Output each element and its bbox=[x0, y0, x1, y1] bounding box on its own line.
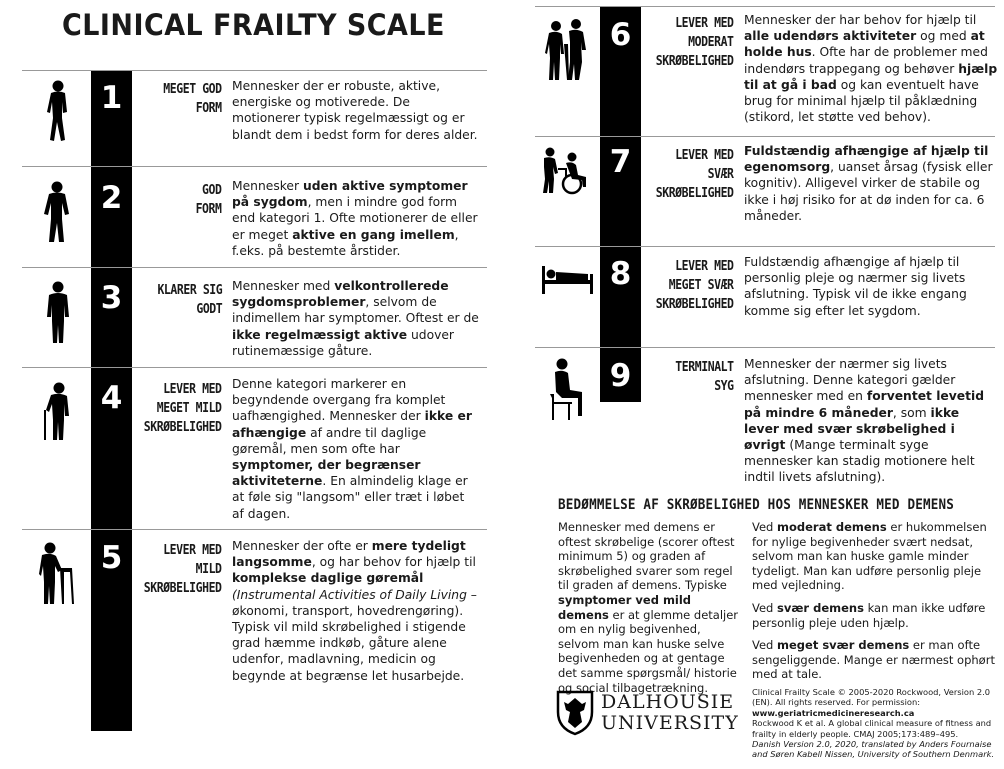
bold-text: meget svær demens bbox=[777, 638, 910, 653]
divider bbox=[22, 166, 487, 167]
footer-line: Rockwood K et al. A global clinical measure of fitness and bbox=[752, 718, 992, 729]
divider bbox=[535, 6, 995, 7]
text: og med bbox=[916, 29, 971, 44]
seated-person-icon bbox=[548, 358, 588, 422]
footer-line: Danish Version 2.0, 2020, translated by Anders Fournaise bbox=[752, 739, 992, 750]
level-number: 8 bbox=[609, 256, 632, 292]
bold-text: mere tydeligt langsomme bbox=[232, 539, 466, 570]
level-label: KLARER SIG GODT bbox=[157, 282, 222, 317]
bold-text: at holde hus bbox=[744, 29, 985, 60]
level-description bbox=[232, 538, 482, 684]
bold-text: aktive en gang imellem bbox=[292, 227, 455, 242]
level-number: 6 bbox=[609, 17, 632, 53]
text: Mennesker bbox=[232, 179, 303, 193]
text: , og har behov for hjælp til bbox=[311, 555, 476, 570]
text: . Ofte har de problemer med indendørs trappegang og behøver bbox=[744, 45, 988, 76]
walking-person-icon bbox=[42, 181, 72, 245]
text: af andre til daglige gøremål, men som ofte har bbox=[232, 425, 427, 456]
level-bar-right bbox=[600, 6, 641, 402]
page-title: CLINICAL FRAILTY SCALE bbox=[62, 8, 445, 42]
level-label: LEVER MED MILD SKRØBELIGHED bbox=[144, 542, 222, 596]
bold-text: ikke regelmæssigt aktive bbox=[232, 327, 408, 342]
footer-line: (EN). All rights reserved. For permission: bbox=[752, 697, 921, 708]
level-label: GOD FORM bbox=[196, 182, 222, 217]
bold-text: alle udendørs aktiviteter bbox=[744, 29, 917, 44]
level-label: TERMINALT SYG bbox=[675, 359, 734, 394]
italic-text: (Instrumental Activities of Daily Living bbox=[232, 587, 467, 602]
bold-text: ikke lever med svær skrøbelighed i øvrigt bbox=[744, 405, 960, 453]
text: , f.eks. på bestemte årstider. bbox=[232, 227, 459, 258]
bold-text: forventet levetid på mindre 6 måneder bbox=[744, 389, 985, 420]
footer-line: and Søren Kabell Nissen, University of Southern Denmark. bbox=[752, 749, 995, 760]
text: (Mange terminalt syge mennesker kan stadig motionere helt indtil livets afslutning). bbox=[744, 438, 975, 485]
level-number: 5 bbox=[100, 540, 123, 576]
bold-text: velkontrollerede sygdomsproblemer bbox=[232, 279, 449, 310]
text: Mennesker der ofte er bbox=[232, 539, 372, 553]
bold-text: komplekse daglige gøremål bbox=[232, 571, 424, 586]
dementia-paragraph bbox=[752, 601, 996, 630]
text: Mennesker der har behov for hjælp til bbox=[744, 13, 977, 27]
bold-text: symptomer, der begrænser aktiviteterne bbox=[232, 458, 421, 489]
text: udover rutinemæssige gåture. bbox=[232, 327, 454, 358]
text: – økonomi, transport, hovedrengøring). Typisk vil mild skrøbelighed i stigende grad hæmme indkøb, gåture alene udenfor, madlavning, medicin og begynde at begrænse let husarbejde. bbox=[232, 587, 477, 683]
text: . En almindelig klage er at føle sig "langsom" eller træt i løbet af dagen. bbox=[232, 474, 468, 521]
bold-text: svær demens bbox=[777, 600, 864, 615]
dementia-right-column bbox=[752, 520, 996, 690]
text: Ved bbox=[752, 520, 778, 534]
divider bbox=[22, 70, 487, 71]
divider bbox=[535, 246, 995, 247]
text: Mennesker der nærmer sig livets afslutning. Denne kategori gælder mennesker med en bbox=[744, 357, 956, 404]
bold-text: uden aktive symptomer på sygdom bbox=[232, 179, 468, 210]
level-number: 9 bbox=[609, 358, 632, 394]
level-label: LEVER MED MEGET SVÆR SKRØBELIGHED bbox=[656, 258, 734, 312]
level-description bbox=[744, 12, 998, 125]
level-label: LEVER MED MEGET MILD SKRØBELIGHED bbox=[144, 381, 222, 435]
level-description bbox=[232, 376, 480, 522]
text: og kan eventuelt have brug for minimal hjælp til påklædning (stikord, let støtte ved behov). bbox=[744, 77, 979, 125]
level-number: 1 bbox=[100, 80, 123, 116]
divider bbox=[22, 529, 487, 530]
footer-link[interactable]: www.geriatricmedicineresearch.ca bbox=[752, 707, 915, 718]
bold-text: ikke er afhængige bbox=[232, 409, 472, 440]
walking-person-icon bbox=[44, 80, 72, 144]
standing-person-icon bbox=[43, 281, 73, 345]
text: Mennesker med bbox=[232, 279, 335, 293]
wheelchair-icon bbox=[540, 147, 596, 195]
level-description bbox=[744, 143, 998, 224]
level-number: 3 bbox=[100, 280, 123, 316]
level-description bbox=[232, 278, 480, 359]
footer-line: frailty in elderly people. CMAJ 2005;173:489–495. bbox=[752, 728, 959, 739]
level-number: 7 bbox=[609, 144, 632, 180]
text: Ved bbox=[752, 600, 778, 615]
level-label: LEVER MED MODERAT SKRØBELIGHED bbox=[656, 15, 734, 69]
level-description bbox=[744, 254, 998, 319]
level-description bbox=[232, 178, 480, 259]
text: er man ofte sengeliggende. Mange er nærmest ophørt med at tale. bbox=[752, 638, 995, 682]
text: , uanset årsag (fysisk eller kognitiv). Alligevel virker de stabile og ikke i høj risiko for at dø inden for ca. 6 måneder. bbox=[744, 160, 993, 223]
dementia-left-column bbox=[558, 520, 744, 703]
person-with-cane-icon bbox=[40, 382, 74, 442]
divider bbox=[22, 267, 487, 268]
text: , men i mindre god form end kategori 1. Ofte motionerer de eller er meget bbox=[232, 195, 478, 242]
bold-text: moderat demens bbox=[777, 520, 887, 534]
text: , selvom de indimellem har symptomer. Oftest er de bbox=[232, 295, 479, 326]
assisted-walking-icon bbox=[544, 18, 590, 82]
divider bbox=[22, 367, 487, 368]
bold-text: symptomer ved mild demens bbox=[558, 592, 692, 622]
level-number: 2 bbox=[100, 180, 123, 216]
university-name-line2: UNIVERSITY bbox=[601, 712, 739, 734]
dalhousie-crest-icon bbox=[556, 690, 594, 736]
level-label: LEVER MED SVÆR SKRØBELIGHED bbox=[656, 147, 734, 201]
level-label: MEGET GOD FORM bbox=[163, 81, 222, 116]
text: er hukommelsen for nylige begivenheder svært nedsat, selvom man kan huske gamle minder tydeligt. Man kan udføre personlig pleje med vejledning. bbox=[752, 520, 987, 593]
text: Mennesker der er robuste, aktive, energiske og motiverede. De motionerer typisk regelmæssigt og er blandt dem i bedst form for deres alder. bbox=[232, 79, 478, 142]
dementia-paragraph bbox=[752, 520, 996, 593]
bold-text: Fuldstændig afhængige af hjælp til egenomsorg bbox=[744, 144, 989, 175]
dementia-paragraph bbox=[752, 638, 996, 682]
level-number: 4 bbox=[100, 380, 123, 416]
text: Mennesker med demens er oftest skrøbelige (scorer oftest minimum 5) og graden af skrøbelighed svarer som regel til graden af demens. Typiske bbox=[558, 520, 735, 593]
footer-line: Clinical Frailty Scale © 2005-2020 Rockwood, Version 2.0 bbox=[752, 687, 991, 697]
text: , som bbox=[892, 405, 931, 420]
level-description bbox=[744, 356, 998, 486]
text: kan man ikke udføre personlig pleje uden hjælp. bbox=[752, 600, 986, 630]
text: Denne kategori markerer en begyndende overgang fra komplet uafhængighed. Mennesker der bbox=[232, 377, 446, 424]
bold-text: hjælp til at gå i bad bbox=[744, 61, 998, 92]
divider bbox=[535, 347, 995, 348]
text: Ved bbox=[752, 638, 778, 653]
text: er at glemme detaljer om en nylig begivenhed, selvom man kan huske selve begivenheden og at gentage det samme spørgsmål/ historie og social tilbagetrækning. bbox=[558, 607, 739, 695]
person-in-bed-icon bbox=[540, 262, 596, 296]
dementia-title: BEDØMMELSE AF SKRØBELIGHED HOS MENNESKER MED DEMENS bbox=[558, 497, 955, 513]
text: Fuldstændig afhængige af hjælp til personlig pleje og nærmer sig livets afslutning. Typisk vil de ikke engang komme sig efter let sygdom. bbox=[744, 255, 967, 318]
dementia-paragraph bbox=[558, 520, 744, 695]
person-with-walker-icon bbox=[38, 542, 78, 606]
level-description bbox=[232, 78, 480, 143]
copyright-notice bbox=[752, 687, 1002, 760]
university-name-line1: DALHOUSIE bbox=[601, 691, 735, 713]
divider bbox=[535, 136, 995, 137]
